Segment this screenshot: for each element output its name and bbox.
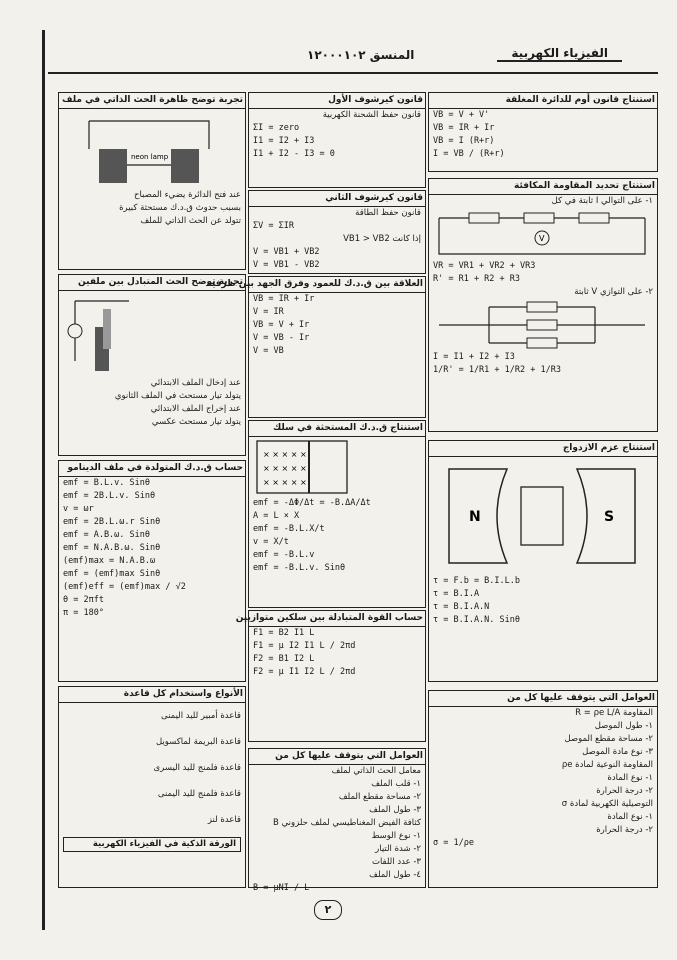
text-line: التوصيلية الكهربية لمادة σ — [561, 799, 653, 809]
page-title: الفيزياء الكهربية — [497, 46, 622, 62]
formula-line: V = VB1 - VB2 — [253, 260, 320, 270]
section-title: العلاقة بين ق.د.ك للعمود وفرق الجهد بين طرفيه — [249, 277, 425, 293]
kirchhoff-first-box — [248, 92, 426, 188]
formula-line: A = L × X — [253, 511, 300, 521]
svg-text:V: V — [539, 234, 545, 243]
ohm-law-box — [428, 92, 658, 172]
formula-line: emf = -B.L.v. Sinθ — [253, 563, 346, 573]
section-title: حساب ق.د.ك المتولدة في ملف الدينامو — [59, 461, 245, 477]
kirchhoff-second-box — [248, 190, 426, 274]
text-line: ١- قلب الملف — [371, 779, 421, 789]
series-circuit-diagram — [429, 208, 655, 260]
formula-line: emf = 2B.L.v. Sinθ — [63, 491, 156, 501]
mutual-induction-diagram — [59, 291, 243, 377]
svg-text:× × × × ×: × × × × × — [263, 450, 307, 459]
formula-line: VB = V + Ir — [253, 320, 310, 330]
formula-line: F1 = B2 I1 L — [253, 628, 315, 638]
text-line: ٢- شدة التيار — [375, 844, 421, 854]
formula-line: τ = F.b = B.I.L.b — [433, 576, 520, 586]
text-line: ٢- مساحة مقطع الملف — [338, 792, 421, 802]
text-line: إذا كانت VB1 > VB2 — [343, 234, 421, 244]
parallel-circuit-diagram — [429, 299, 655, 351]
rule-line: قاعدة فلمنج لليد اليمنى — [157, 789, 241, 799]
section-title: استنتاج قانون أوم للدائرة المغلقة — [429, 93, 657, 109]
section-title: تجربة توضح الحث المتبادل بين ملفين — [59, 275, 245, 291]
formula-line: θ = 2πft — [63, 595, 104, 605]
section-title: تجربة توضح ظاهرة الحث الذاتي في ملف — [59, 93, 245, 109]
text-line: ٣- طول الملف — [369, 805, 421, 815]
formula-line: τ = B.I.A.N — [433, 602, 490, 612]
mutual-induction-box — [58, 274, 246, 456]
formula-line: emf = A.B.ω. Sinθ — [63, 530, 150, 540]
parallel-wires-force-box — [235, 610, 426, 742]
text-line: عند فتح الدائرة يضيء المصباح — [133, 190, 241, 200]
text-line: قانون حفظ الشحنة الكهربية — [322, 110, 421, 120]
section-title: العوامل التي يتوقف عليها كل من — [429, 691, 657, 707]
page-number: ٢ — [314, 900, 342, 920]
text-line: كثافة الفيض المغناطيسي لملف حلزوني B — [273, 818, 421, 828]
formula-line: τ = B.I.A.N. Sinθ — [433, 615, 520, 625]
torque-box — [428, 440, 658, 682]
magnet-coil-diagram — [429, 457, 655, 575]
formula-line: emf = 2B.L.ω.r Sinθ — [63, 517, 161, 527]
formula-line: ΣV = ΣIR — [253, 221, 294, 231]
section-title: الأنواع واستخدام كل قاعدة — [59, 687, 245, 703]
text-line: ٤- طول الملف — [369, 870, 421, 880]
formula-line: VB = IR + Ir — [253, 294, 315, 304]
formula-line: VB = I (R+r) — [433, 136, 495, 146]
text-line: ١- طول الموصل — [594, 721, 653, 731]
formula-line: 1/R' = 1/R1 + 1/R2 + 1/R3 — [433, 365, 561, 375]
section-title: قانون كيرشوف الثاني — [249, 191, 425, 207]
formula-line: I = I1 + I2 + I3 — [433, 352, 515, 362]
neon-lamp-label: neon lamp — [131, 153, 169, 161]
moving-wire-diagram — [249, 437, 423, 497]
resistance-factors-box — [428, 690, 658, 888]
text-line: عند إدخال الملف الابتدائي — [150, 378, 241, 388]
formula-line: B = μNI / L — [253, 883, 310, 893]
formula-line: v = ωr — [63, 504, 94, 514]
svg-text:× × × × ×: × × × × × — [263, 464, 307, 473]
text-line: ٣- عدد اللفات — [371, 857, 421, 867]
text-line: ٢- على التوازي V ثابتة — [574, 287, 653, 297]
formula-line: σ = 1/ρe — [433, 838, 474, 848]
formula-line: V = VB — [253, 346, 284, 356]
emf-terminal-voltage-box — [206, 276, 426, 418]
neon-lamp-diagram — [59, 109, 243, 189]
rule-line: قاعدة لنز — [207, 815, 241, 825]
equivalent-resistance-box — [428, 178, 658, 432]
formula-line: ΣI = zero — [253, 123, 300, 133]
dynamo-emf-box — [58, 460, 246, 682]
text-line: ٢- درجة الحرارة — [596, 825, 653, 835]
formula-line: π = 180° — [63, 608, 104, 618]
north-pole-label: N — [469, 509, 481, 525]
formula-line: F1 = μ I2 I1 L / 2πd — [253, 641, 356, 651]
formula-line: emf = -B.L.v — [253, 550, 315, 560]
formula-line: VR = VR1 + VR2 + VR3 — [433, 261, 536, 271]
formula-line: v = X/t — [253, 537, 289, 547]
hand-rules-box — [58, 686, 246, 888]
formula-line: VB = V + V' — [433, 110, 490, 120]
svg-text:× × × × ×: × × × × × — [263, 478, 307, 487]
formula-line: V = IR — [253, 307, 284, 317]
text-line: ٢- درجة الحرارة — [596, 786, 653, 796]
self-induction-box — [58, 92, 246, 270]
formula-line: V = VB - Ir — [253, 333, 310, 343]
text-line: ٣- نوع مادة الموصل — [582, 747, 653, 757]
text-line: ١- نوع الوسط — [371, 831, 421, 841]
text-line: ١- على التوالي I ثابتة في كل — [551, 196, 653, 206]
smart-sheet-caption: الورقة الذكية في الفيزياء الكهربية — [63, 837, 241, 852]
rule-line: قاعدة البريمة لماكسويل — [155, 737, 241, 747]
text-line: بسبب حدوث ق.د.ك مستحثة كبيرة — [119, 203, 241, 213]
text-line: ٢- مساحة مقطع الموصل — [564, 734, 653, 744]
rule-line: قاعدة فلمنج لليد اليسرى — [153, 763, 241, 773]
text-line: يتولد تيار مستحث عكسي — [151, 417, 241, 427]
formula-line: (emf)max = N.A.B.ω — [63, 556, 156, 566]
formula-line: VB = IR + Ir — [433, 123, 495, 133]
induced-emf-box — [248, 420, 426, 608]
formula-line: R' = R1 + R2 + R3 — [433, 274, 520, 284]
formula-line: F2 = μ I1 I2 L / 2πd — [253, 667, 356, 677]
formula-line: emf = N.A.B.ω. Sinθ — [63, 543, 161, 553]
section-title: استنتاج عزم الازدواج — [429, 441, 657, 457]
rule-line: قاعدة أمبير لليد اليمنى — [161, 711, 241, 721]
formula-line: emf = (emf)max Sinθ — [63, 569, 161, 579]
text-line: معامل الحث الذاتي لملف — [331, 766, 421, 776]
text-line: المقاومة R = ρe L/A — [575, 708, 653, 718]
formula-line: emf = B.L.v. Sinθ — [63, 478, 150, 488]
text-line: عند إخراج الملف الابتدائي — [150, 404, 241, 414]
formula-line: I1 = I2 + I3 — [253, 136, 315, 146]
formula-line: I = VB / (R+r) — [433, 149, 505, 159]
section-title: استنتاج ق.د.ك المستحثة في سلك — [249, 421, 425, 437]
text-line: تتولد عن الحث الذاتي للملف — [140, 216, 241, 226]
text-line: يتولد تيار مستحث في الملف الثانوي — [114, 391, 241, 401]
formula-line: V = VB1 + VB2 — [253, 247, 320, 257]
formula-line: emf = -B.L.X/t — [253, 524, 325, 534]
formula-line: I1 + I2 - I3 = 0 — [253, 149, 335, 159]
section-title: العوامل التي يتوقف عليها كل من — [249, 749, 425, 765]
formula-line: F2 = B1 I2 L — [253, 654, 315, 664]
formula-line: τ = B.I.A — [433, 589, 480, 599]
section-title: استنتاج تحديد المقاومة المكافئة — [429, 179, 657, 195]
text-line: ١- نوع المادة — [607, 773, 653, 783]
teacher-contact: المنسق ١٢٠٠٠١٠٢ — [307, 48, 415, 62]
section-title: حساب القوة المتبادلة بين سلكين متوازيين — [249, 611, 425, 627]
text-line: قانون حفظ الطاقة — [355, 208, 421, 218]
text-line: ١- نوع المادة — [607, 812, 653, 822]
text-line: المقاومة النوعية لمادة ρe — [561, 760, 653, 770]
formula-line: (emf)eff = (emf)max / √2 — [63, 582, 186, 592]
section-title: قانون كيرشوف الأول — [249, 93, 425, 109]
inductance-factors-box — [248, 748, 426, 893]
formula-line: emf = -ΔΦ/Δt = -B.ΔA/Δt — [253, 498, 371, 508]
south-pole-label: S — [604, 509, 615, 525]
